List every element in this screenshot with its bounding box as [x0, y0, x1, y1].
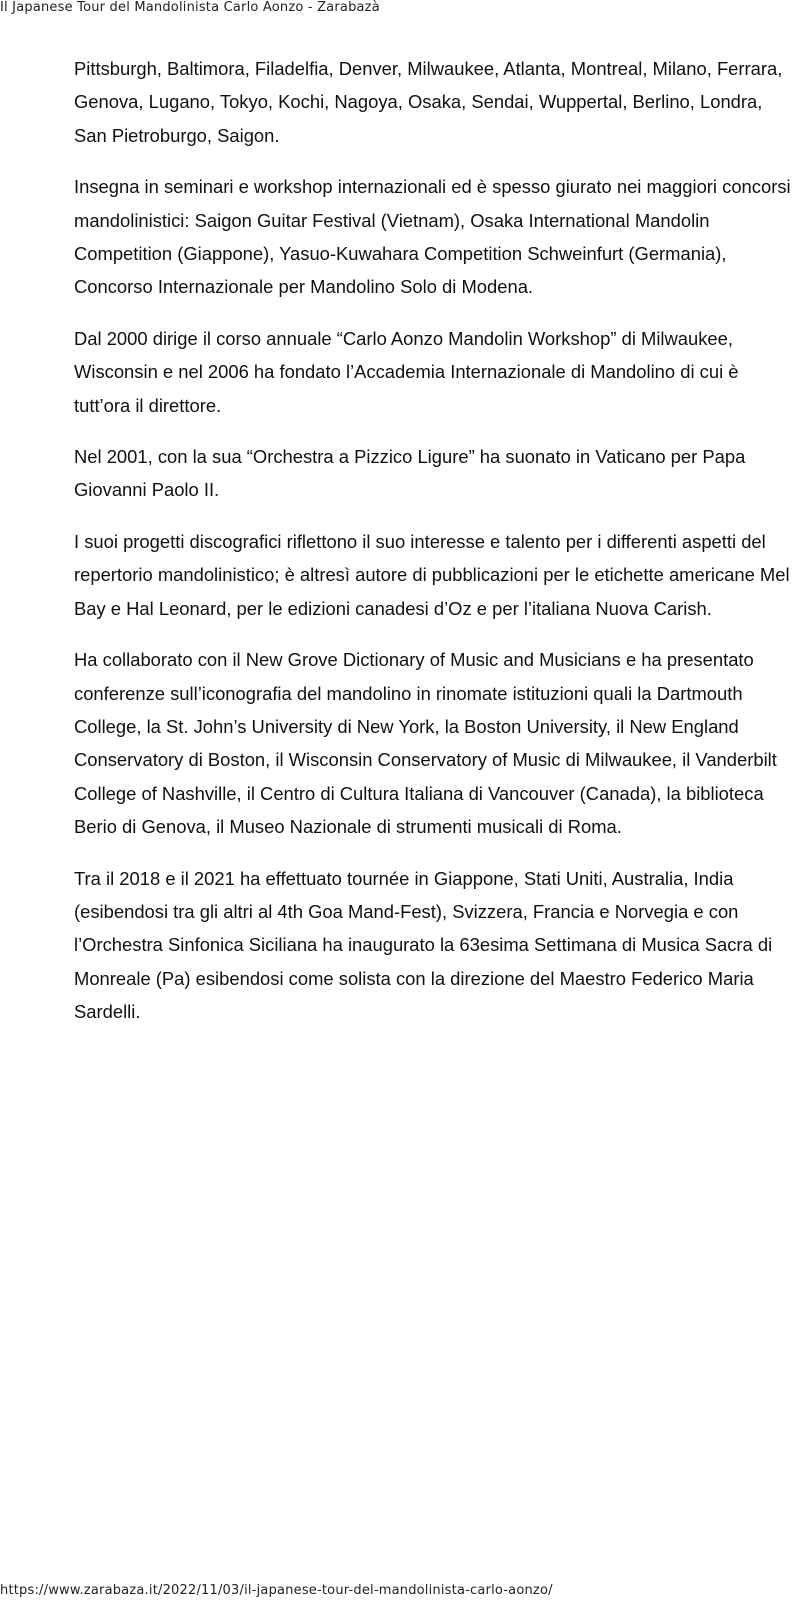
paragraph-workshop: Dal 2000 dirige il corso annuale “Carlo Aonzo Mandolin Workshop” di Milwaukee, Wisconsin e nel 2006 ha fondato l’Accademia Internazionale di Mandolino di cui è tutt’ora il direttore.: [74, 327, 739, 416]
paragraph-seminars: Insegna in seminari e workshop internazionali ed è spesso giurato nei maggiori concorsi mandolinistici: Saigon Guitar Festival (Vietnam), Osaka International Mandolin Competition (Giappone), Yasuo-Kuwahara Competition Schweinfurt (Germania), Concorso Internazionale per Mandolino Solo di Modena.: [74, 176, 791, 298]
print-header-title: Il Japanese Tour del Mandolinista Carlo Aonzo - Zarabazà: [0, 0, 380, 15]
paragraph-vatican: Nel 2001, con la sua “Orchestra a Pizzico Ligure” ha suonato in Vaticano per Papa Giovanni Paolo II.: [74, 446, 746, 501]
paragraph-cities: Pittsburgh, Baltimora, Filadelfia, Denver, Milwaukee, Atlanta, Montreal, Milano, Ferrara, Genova, Lugano, Tokyo, Kochi, Nagoya, Osaka, Sendai, Wuppertal, Berlino, Londra, San Pietroburgo, Saigon.: [74, 58, 783, 146]
paragraph-tours: Tra il 2018 e il 2021 ha effettuato tournée in Giappone, Stati Uniti, Australia, India (esibendosi tra gli altri al 4th Goa Mand-Fest), Svizzera, Francia e Norvegia e con l’Orchestra Sinfonica Siciliana ha inaugurato la 63esima Settimana di Musica Sacra di Monreale (Pa) esibendosi come solista con la direzione del Maestro Federico Maria Sardelli.: [74, 867, 773, 1023]
print-footer-url[interactable]: https://www.zarabaza.it/2022/11/03/il-japanese-tour-del-mandolinista-carlo-aonzo/: [0, 1583, 553, 1598]
paragraph-discography: I suoi progetti discografici riflettono il suo interesse e talento per i differenti aspetti del repertorio mandolinistico; è altresì autore di pubblicazioni per le etichette americane Mel Bay e Hal Leonard, per le edizioni canadesi d’Oz e per l’italiana Nuova Carish.: [74, 530, 790, 619]
article-body: [74, 52, 792, 1047]
paragraph-conferences: Ha collaborato con il New Grove Dictionary of Music and Musicians e ha presentato conferenze sull’iconografia del mandolino in rinomate istituzioni quali la Dartmouth College, la St. John’s University di New York, la Boston University, il New England Conservatory di Boston, il Wisconsin Conservatory of Music di Milwaukee, il Vanderbilt College of Nashville, il Centro di Cultura Italiana di Vancouver (Canada), la biblioteca Berio di Genova, il Museo Nazionale di strumenti musicali di Roma.: [74, 649, 777, 838]
